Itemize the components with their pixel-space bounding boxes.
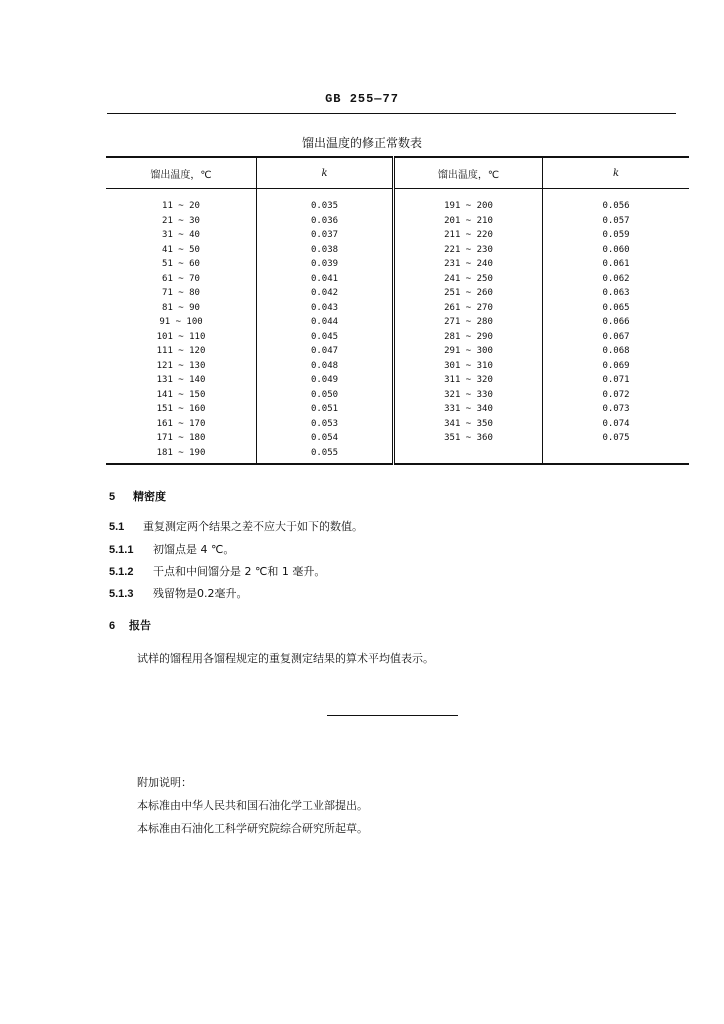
k-value-right: 0.075 <box>543 431 690 446</box>
k-value-right: 0.059 <box>543 228 690 243</box>
temp-range-left: 11 ~ 20 <box>162 201 200 211</box>
temp-range-left: 141 ~ 150 <box>156 389 206 400</box>
k-value-right <box>543 446 690 465</box>
temp-range-right: 201 ~ 210 <box>394 214 543 229</box>
table-row <box>106 402 689 417</box>
k-value-left: 0.042 <box>257 286 394 301</box>
k-value-right: 0.066 <box>543 315 690 330</box>
temp-range-left: 41 ~ 50 <box>162 244 200 255</box>
temp-range-right: 281 ~ 290 <box>394 330 543 345</box>
section-5-1-3 <box>109 585 248 601</box>
k-value-left: 0.047 <box>257 344 394 359</box>
section-text: 初馏点是 4 ℃。 <box>153 543 235 556</box>
temp-range-right: 341 ~ 350 <box>394 417 543 432</box>
table-row <box>106 257 689 272</box>
section-text: 重复测定两个结果之差不应大于如下的数值。 <box>143 520 363 533</box>
section-5-1-2 <box>109 563 325 579</box>
temp-range-right: 331 ~ 340 <box>394 402 543 417</box>
section-6-text: 试样的馏程用各馏程规定的重复测定结果的算术平均值表示。 <box>137 652 434 665</box>
table-row <box>106 243 689 258</box>
k-value-left: 0.050 <box>257 388 394 403</box>
table-row <box>106 272 689 287</box>
k-value-left: 0.055 <box>257 446 394 465</box>
temp-range-right: 221 ~ 230 <box>394 243 543 258</box>
header-temp-2: 馏出温度，℃ <box>394 157 543 189</box>
notes-line-2: 本标准由石油化工科学研究院综合研究所起草。 <box>137 822 368 835</box>
table-row <box>106 315 689 330</box>
temp-range-left: 161 ~ 170 <box>156 418 206 429</box>
table-row <box>106 431 689 446</box>
table-row <box>106 301 689 316</box>
temp-range-right <box>394 446 543 465</box>
temp-range-right: 311 ~ 320 <box>394 373 543 388</box>
k-value-right: 0.072 <box>543 388 690 403</box>
table-row <box>106 189 689 214</box>
k-value-right: 0.069 <box>543 359 690 374</box>
section-number: 5.1 <box>109 521 125 533</box>
temp-range-right: 231 ~ 240 <box>394 257 543 272</box>
temp-range-right: 291 ~ 300 <box>394 344 543 359</box>
table-row <box>106 344 689 359</box>
k-value-left: 0.044 <box>257 315 394 330</box>
k-value-right: 0.067 <box>543 330 690 345</box>
k-value-right: 0.063 <box>543 286 690 301</box>
section-5 <box>109 488 166 504</box>
notes-line-1: 本标准由中华人民共和国石油化学工业部提出。 <box>137 799 368 812</box>
end-rule <box>327 715 458 716</box>
k-value-left: 0.037 <box>257 228 394 243</box>
temp-range-right: 261 ~ 270 <box>394 301 543 316</box>
temp-range-right: 241 ~ 250 <box>394 272 543 287</box>
temp-range-right: 271 ~ 280 <box>394 315 543 330</box>
temp-range-right: 211 ~ 220 <box>394 228 543 243</box>
standard-code: GB 255—77 <box>325 92 399 106</box>
k-value-left: 0.048 <box>257 359 394 374</box>
k-value-left: 0.036 <box>257 214 394 229</box>
k-value-left: 0.043 <box>257 301 394 316</box>
correction-table <box>106 156 689 465</box>
temp-range-right: 351 ~ 360 <box>394 431 543 446</box>
table-row <box>106 330 689 345</box>
section-title: 报告 <box>129 619 151 632</box>
k-value-right: 0.056 <box>543 189 690 214</box>
k-value-right: 0.065 <box>543 301 690 316</box>
temp-range-left: 31 ~ 40 <box>162 230 200 240</box>
header-k-2: k <box>543 157 690 189</box>
header-temp-1: 馏出温度，℃ <box>106 157 257 189</box>
temp-range-left: 181 ~ 190 <box>156 447 206 458</box>
table-row <box>106 214 689 229</box>
section-5-1 <box>109 518 363 534</box>
section-6 <box>109 617 151 633</box>
k-value-left: 0.039 <box>257 257 394 272</box>
section-number: 5.1.3 <box>109 588 134 600</box>
temp-range-left: 21 ~ 30 <box>162 215 200 226</box>
table-row <box>106 388 689 403</box>
temp-range-left: 51 ~ 60 <box>162 259 200 269</box>
section-title: 精密度 <box>133 490 166 503</box>
section-number: 6 <box>109 620 116 632</box>
temp-range-left: 91 ~ 100 <box>159 317 203 327</box>
k-value-left: 0.038 <box>257 243 394 258</box>
table-row <box>106 359 689 374</box>
notes-title: 附加说明： <box>137 776 192 789</box>
k-value-left: 0.053 <box>257 417 394 432</box>
k-value-right: 0.060 <box>543 243 690 258</box>
table-body <box>106 189 689 465</box>
temp-range-left: 81 ~ 90 <box>162 302 200 313</box>
section-text: 干点和中间馏分是 2 ℃和 1 毫升。 <box>153 565 326 578</box>
k-value-right: 0.062 <box>543 272 690 287</box>
temp-range-left: 151 ~ 160 <box>156 404 206 414</box>
k-value-right: 0.068 <box>543 344 690 359</box>
k-value-right: 0.074 <box>543 417 690 432</box>
table-header-row <box>106 157 689 189</box>
table-title: 馏出温度的修正常数表 <box>301 136 422 150</box>
section-number: 5.1.1 <box>109 544 134 556</box>
temp-range-left: 101 ~ 110 <box>156 331 206 342</box>
k-value-left: 0.054 <box>257 431 394 446</box>
temp-range-right: 301 ~ 310 <box>394 359 543 374</box>
table-row <box>106 286 689 301</box>
temp-range-left: 171 ~ 180 <box>156 433 206 443</box>
k-value-right: 0.061 <box>543 257 690 272</box>
k-value-left: 0.035 <box>257 189 394 214</box>
k-value-left: 0.051 <box>257 402 394 417</box>
header-rule <box>107 113 676 114</box>
header-k-1: k <box>257 157 394 189</box>
k-value-right: 0.073 <box>543 402 690 417</box>
temp-range-left: 71 ~ 80 <box>162 288 200 298</box>
section-number: 5 <box>109 491 116 503</box>
temp-range-left: 61 ~ 70 <box>162 273 200 284</box>
temp-range-right: 321 ~ 330 <box>394 388 543 403</box>
section-5-1-1 <box>109 541 234 557</box>
table-row <box>106 446 689 465</box>
table-row <box>106 417 689 432</box>
temp-range-right: 251 ~ 260 <box>394 286 543 301</box>
section-text: 残留物是0.2毫升。 <box>153 587 248 600</box>
table-row <box>106 373 689 388</box>
temp-range-left: 111 ~ 120 <box>156 346 206 356</box>
table-row <box>106 228 689 243</box>
section-number: 5.1.2 <box>109 566 134 578</box>
temp-range-left: 131 ~ 140 <box>156 375 206 385</box>
temp-range-left: 121 ~ 130 <box>156 360 206 371</box>
k-value-left: 0.045 <box>257 330 394 345</box>
k-value-left: 0.049 <box>257 373 394 388</box>
k-value-right: 0.057 <box>543 214 690 229</box>
k-value-right: 0.071 <box>543 373 690 388</box>
k-value-left: 0.041 <box>257 272 394 287</box>
temp-range-right: 191 ~ 200 <box>394 189 543 214</box>
